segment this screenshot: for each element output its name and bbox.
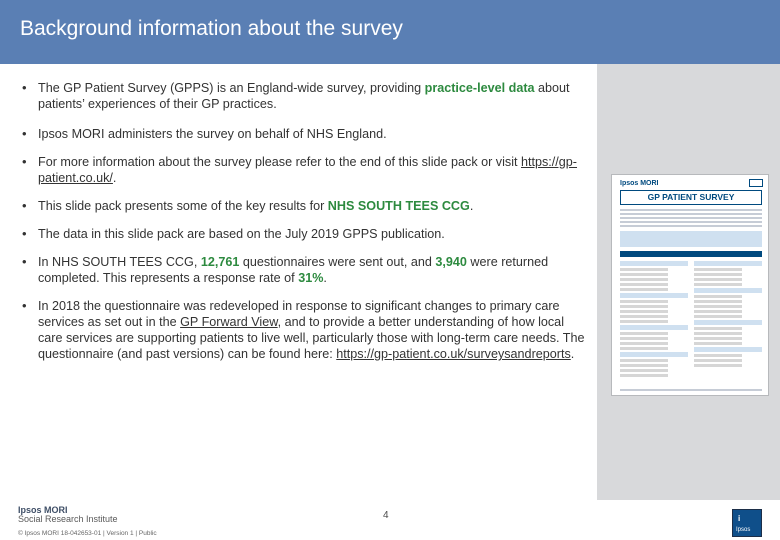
thumbnail-right-column — [694, 261, 762, 369]
bullet-dot: • — [22, 254, 27, 269]
highlight-response-rate: 31% — [298, 271, 324, 285]
bullet-dot: • — [22, 154, 27, 169]
slide-title: Background information about the survey — [20, 17, 403, 40]
highlight-ccg-name: NHS SOUTH TEES CCG — [327, 199, 470, 213]
bullet-more-info: • For more information about the survey please refer to the end of this slide pack or visit https://gp-patient.co.uk/. — [22, 154, 578, 185]
footer-logo — [18, 506, 118, 524]
bullet-ipsos: • Ipsos MORI administers the survey on behalf of NHS England. — [22, 126, 387, 141]
footer-logo-sub: Social Research Institute — [18, 514, 118, 524]
bullet-publication: • The data in this slide pack are based on the July 2019 GPPS publication. — [22, 226, 445, 241]
bullet-gpps-overview: • The GP Patient Survey (GPPS) is an England-wide survey, providing practice-level data about patients’ experiences of their GP practices. — [22, 80, 570, 111]
bullet-dot: • — [22, 80, 27, 95]
thumbnail-intro-lines — [620, 209, 762, 229]
questionnaire-thumbnail — [611, 174, 769, 396]
surveys-reports-link[interactable]: https://gp-patient.co.uk/surveysandreports — [336, 347, 571, 361]
thumbnail-logo: Ipsos MORI — [620, 180, 659, 187]
title-bar — [0, 0, 780, 64]
gp-forward-view-link[interactable]: GP Forward View — [180, 315, 278, 329]
footer-logo-brand: Ipsos MORI — [18, 505, 68, 515]
highlight-sent-count: 12,761 — [200, 255, 240, 269]
bullet-list — [22, 80, 588, 362]
bullet-dot: • — [22, 298, 27, 313]
highlight-practice-level: practice-level data — [424, 81, 535, 95]
bullet-response-rate: • In NHS SOUTH TEES CCG, 12,761 questionnaires were sent out, and 3,940 were returned completed. This represents a response rate of 31%. — [22, 254, 549, 285]
thumbnail-nhs-logo — [749, 179, 763, 187]
bullet-key-results: • This slide pack presents some of the key results for NHS SOUTH TEES CCG. — [22, 198, 474, 213]
corner-logo-mark: i — [738, 514, 741, 523]
thumbnail-section-band — [620, 251, 762, 257]
thumbnail-footer-line — [620, 389, 762, 391]
gp-patient-link[interactable]: https://gp-patient.co.uk/ — [38, 155, 578, 185]
footer-copyright: © Ipsos MORI 18-042653-01 | Version 1 | Public — [18, 530, 157, 537]
page-number: 4 — [383, 510, 389, 521]
ipsos-corner-logo — [732, 509, 762, 537]
bullet-dot: • — [22, 226, 27, 241]
bullet-dot: • — [22, 198, 27, 213]
corner-logo-text: Ipsos — [736, 527, 751, 533]
thumbnail-left-column — [620, 261, 688, 379]
thumbnail-info-box — [620, 231, 762, 247]
highlight-returned-count: 3,940 — [435, 255, 467, 269]
bullet-redevelopment: • In 2018 the questionnaire was redeveloped in response to significant changes to primary care services as set out in the GP Forward View, and to provide a better understanding of how local care services are supporting patients to live well, particularly those with long-term care needs. The questionnaire (and past versions) can be found here: https://gp-patient.co.uk/surveysandreports. — [22, 298, 585, 361]
thumbnail-title: GP PATIENT SURVEY — [620, 190, 762, 205]
bullet-dot: • — [22, 126, 27, 141]
